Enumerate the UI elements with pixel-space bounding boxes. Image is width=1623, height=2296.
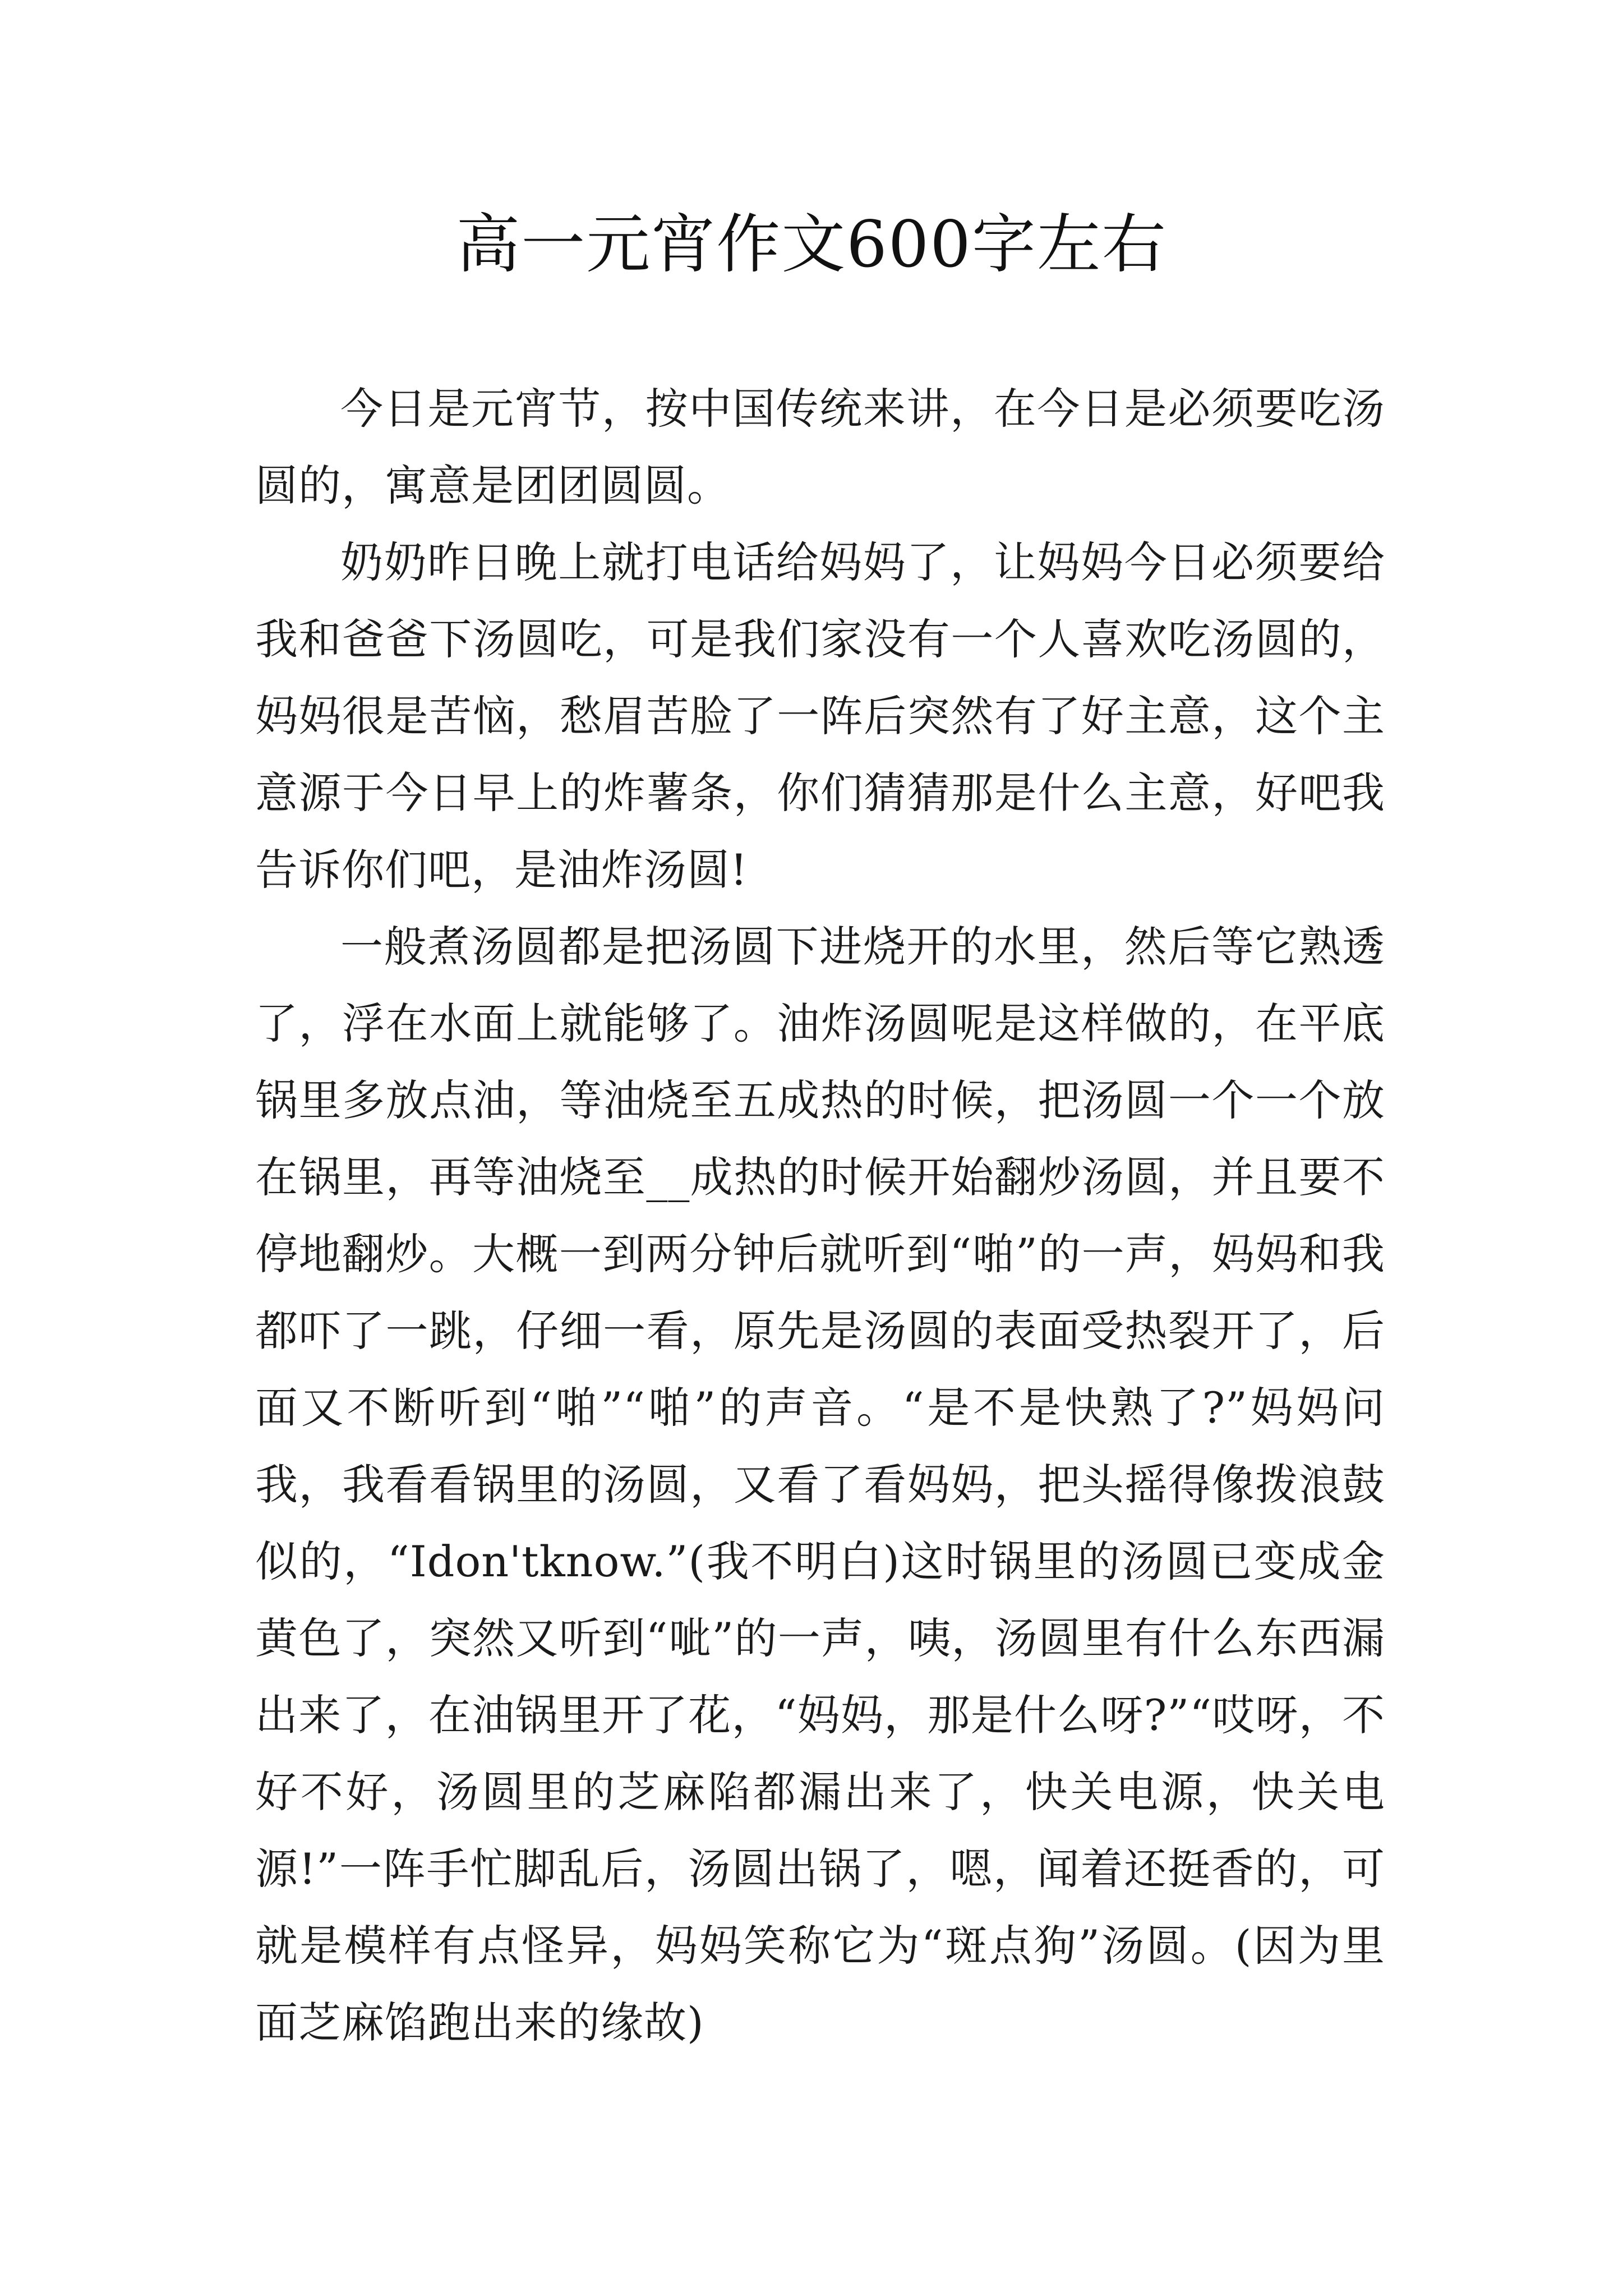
paragraph-2: 奶奶昨日晚上就打电话给妈妈了，让妈妈今日必须要给我和爸爸下汤圆吃，可是我们家没有一个人喜欢吃汤圆的，妈妈很是苦恼，愁眉苦脸了一阵后突然有了好主意，这个主意源于今日早上的炸薯条，你们猜猜那是什么主意，好吧我告诉你们吧，是油炸汤圆!	[255, 537, 1385, 895]
paragraph-3: 一般煮汤圆都是把汤圆下进烧开的水里，然后等它熟透了，浮在水面上就能够了。油炸汤圆呢是这样做的，在平底锅里多放点油，等油烧至五成热的时候，把汤圆一个一个放在锅里，再等油烧至__成热的时候开始翻炒汤圆，并且要不停地翻炒。大概一到两分钟后就听到“啪”的一声，妈妈和我都吓了一跳，仔细一看，原先是汤圆的表面受热裂开了，后面又不断听到“啪”“啪”的声音。“是不是快熟了?”妈妈问我，我看看锅里的汤圆，又看了看妈妈，把头摇得像拨浪鼓似的，“Idon'tknow.”(我不明白)这时锅里的汤圆已变成金黄色了，突然又听到“呲”的一声，咦，汤圆里有什么东西漏出来了，在油锅里开了花，“妈妈，那是什么呀?”“哎呀，不好不好，汤圆里的芝麻陷都漏出来了，快关电源，快关电源!”一阵手忙脚乱后，汤圆出锅了，嗯，闻着还挺香的，可就是模样有点怪异，妈妈笑称它为“斑点狗”汤圆。(因为里面芝麻馅跑出来的缘故)	[255, 922, 1385, 2047]
document-title: 高一元宵作文600字左右	[456, 207, 1167, 282]
paragraph-1: 今日是元宵节，按中国传统来讲，在今日是必须要吃汤圆的，寓意是团团圆圆。	[255, 384, 1385, 510]
document-body	[255, 370, 1385, 2061]
